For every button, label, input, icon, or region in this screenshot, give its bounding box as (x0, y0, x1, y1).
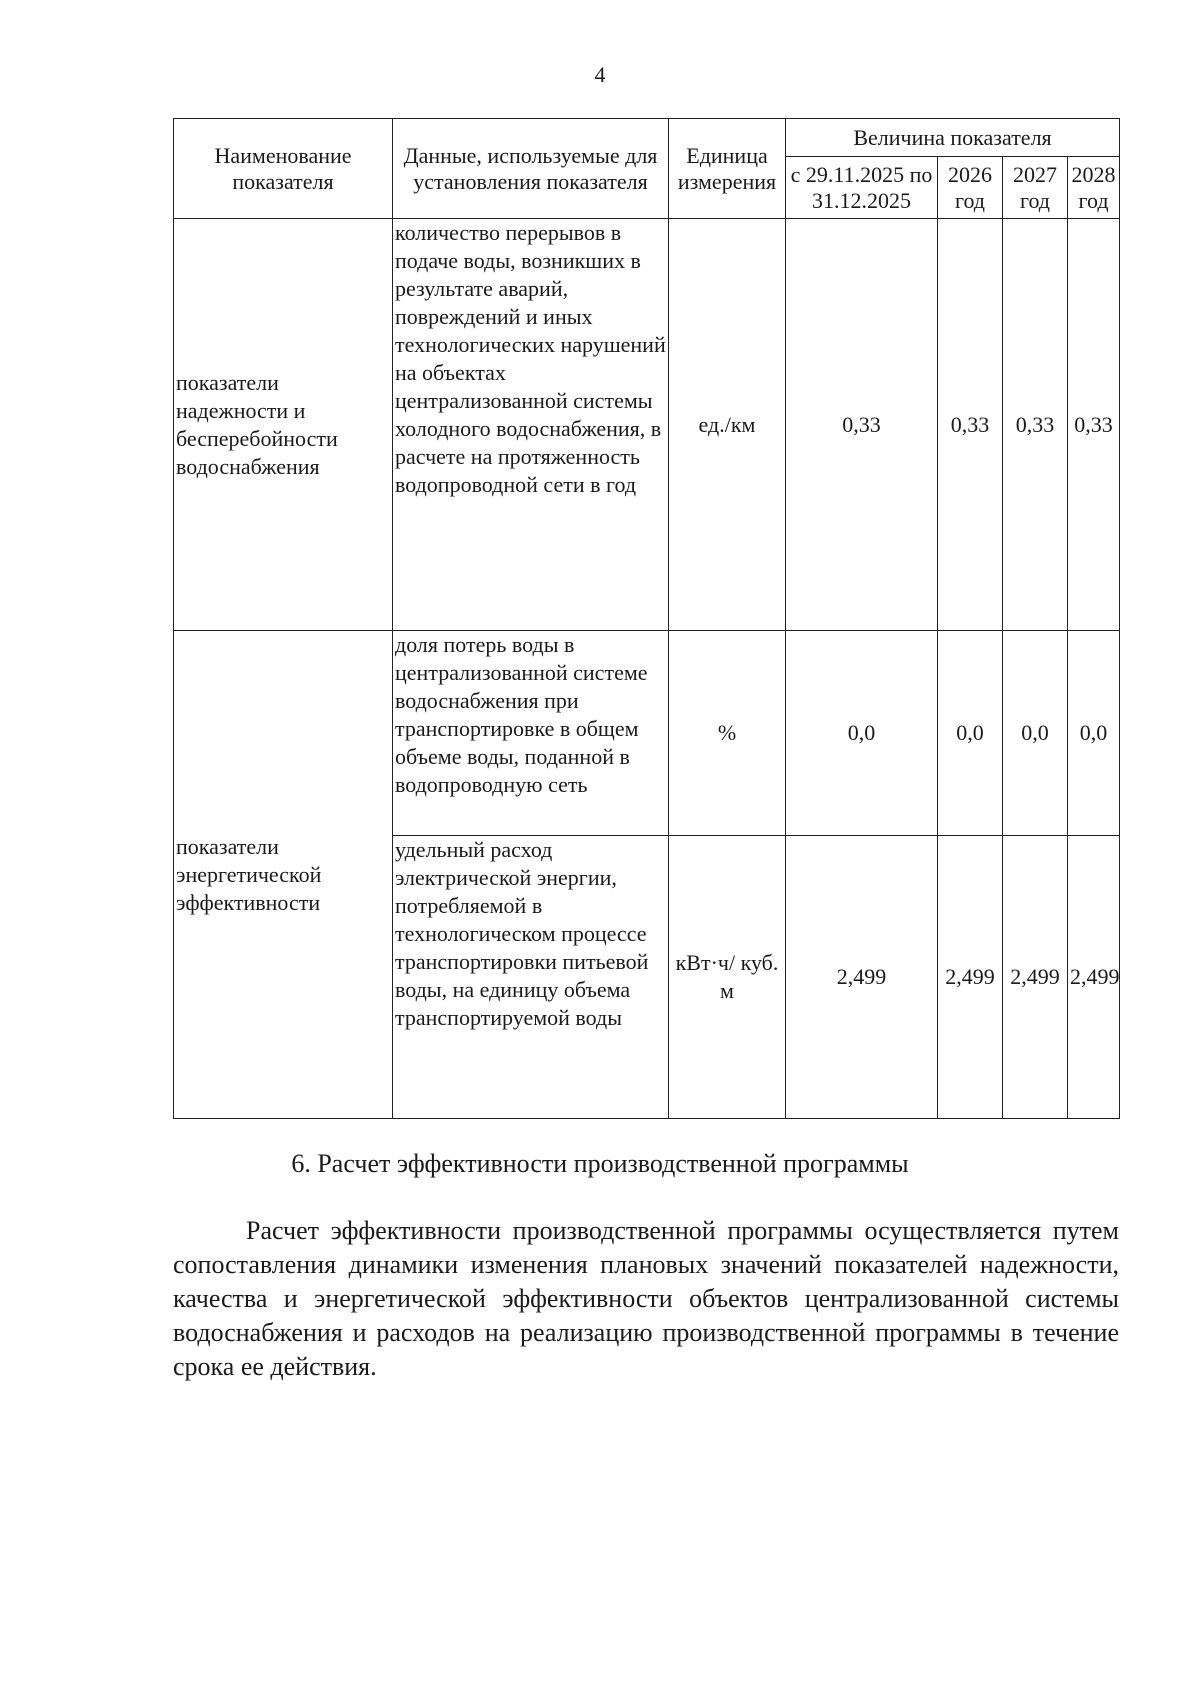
header-period: 2026 год (938, 157, 1003, 219)
indicator-value: 0,33 (938, 219, 1003, 631)
page-number: 4 (594, 62, 606, 87)
table-row (174, 219, 1120, 631)
indicator-unit: % (669, 631, 786, 836)
indicator-unit: кВт·ч/ куб. м (669, 836, 786, 1119)
header-period: 2028 год (1068, 157, 1120, 219)
indicator-unit: ед./км (669, 219, 786, 631)
indicator-value: 0,0 (786, 631, 938, 836)
header-name: Наименование показателя (174, 119, 393, 219)
indicator-value: 0,33 (1068, 219, 1120, 631)
indicator-value: 0,33 (1003, 219, 1068, 631)
indicators-table (173, 118, 1120, 1119)
indicator-value: 2,499 (938, 836, 1003, 1119)
header-period: с 29.11.2025 по 31.12.2025 (786, 157, 938, 219)
indicator-group-name: показатели надежности и бесперебойности водоснабжения (174, 219, 393, 631)
indicator-value: 0,0 (1003, 631, 1068, 836)
indicator-group-name: показатели энергетической эффективности (174, 631, 393, 1119)
indicator-description: удельный расход электрической энергии, потребляемой в технологическом процессе транспортировки питьевой воды, на единицу объема транспортируемой воды (393, 836, 669, 1119)
indicator-value: 2,499 (1068, 836, 1120, 1119)
header-data: Данные, используемые для установления показателя (393, 119, 669, 219)
header-period: 2027 год (1003, 157, 1068, 219)
indicator-value: 0,0 (938, 631, 1003, 836)
header-value-group: Величина показателя (786, 119, 1120, 157)
header-unit: Единица измерения (669, 119, 786, 219)
indicator-value: 0,0 (1068, 631, 1120, 836)
section-paragraph: Расчет эффективности производственной программы осуществляется путем сопоставления динамики изменения плановых значений показателей надежности, качества и энергетической эффективности объектов централизованной системы водоснабжения и расходов на реализацию производственной программы в течение срока ее действия. (173, 1216, 1119, 1381)
indicator-description: доля потерь воды в централизованной системе водоснабжения при транспортировке в общем объеме воды, поданной в водопроводную сеть (393, 631, 669, 836)
indicator-value: 0,33 (786, 219, 938, 631)
table-row (174, 631, 1120, 836)
indicator-value: 2,499 (786, 836, 938, 1119)
indicator-description: количество перерывов в подаче воды, возникших в результате аварий, повреждений и иных технологических нарушений на объектах централизованной системы холодного водоснабжения, в расчете на протяженность водопроводной сети в год (393, 219, 669, 631)
section-heading: 6. Расчет эффективности производственной программы (291, 1149, 909, 1178)
indicator-value: 2,499 (1003, 836, 1068, 1119)
